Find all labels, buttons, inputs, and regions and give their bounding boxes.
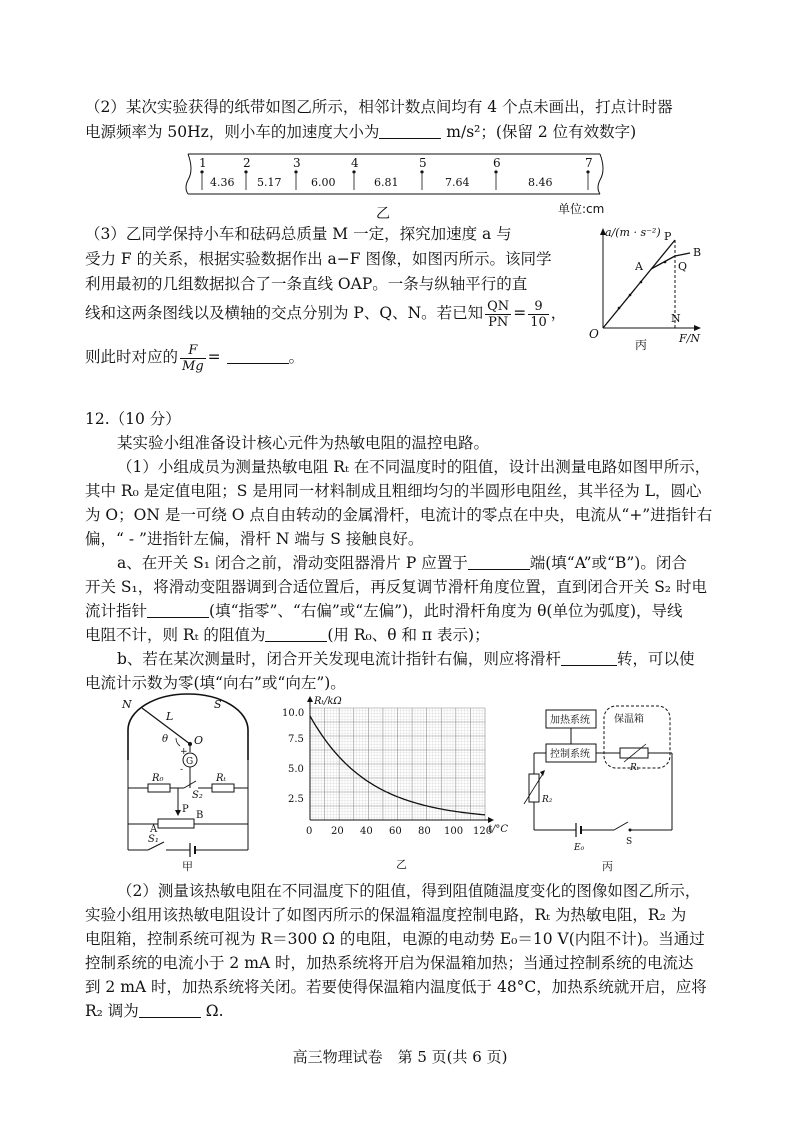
yi-xtick: 40 [360, 826, 373, 837]
rt-label: Rₜ [630, 763, 639, 773]
label-b: B [693, 246, 702, 259]
tape-caption: 乙 [376, 206, 390, 222]
label-a: A [635, 260, 643, 273]
ratio-value-num: 9 [528, 299, 549, 315]
q11-p3-line5-text: 则此时对应的 [85, 348, 179, 366]
semicircle-resistor-s [128, 694, 248, 760]
data-point [640, 281, 643, 284]
caption-jia: 甲 [182, 860, 193, 873]
q12-a-blank-2[interactable] [147, 602, 209, 618]
q11-p3-line4-text: 线和这两条图线以及横轴的交点分别为 P、Q、N。若已知 [85, 304, 484, 322]
q11-p2-text-a: 电源频率为 50Hz，则小车的加速度大小为 [85, 123, 380, 141]
label-s2: S₂ [192, 790, 203, 801]
q12-a-blank-1[interactable] [468, 554, 530, 570]
label-q: Q [678, 260, 688, 273]
q12-b-1-end: 转，可以使 [616, 650, 695, 668]
r2-label: R₂ [542, 795, 553, 805]
tape-dot [244, 170, 247, 173]
label-plus: + [180, 747, 188, 757]
q11-p3-eq: = [207, 348, 221, 366]
tape-point-label: 7 [585, 156, 593, 170]
q12-p2-5: 到 2 mA 时，加热系统将关闭。若要使得保温箱内温度低于 48°C，加热系统就开启，应将 [85, 978, 707, 996]
label-p: P [182, 804, 189, 815]
q12-a-4-text: 电阻不计，则 Rₜ 的阻值为 [85, 626, 266, 644]
switch-s [614, 822, 628, 830]
q12-p1-3: 为 O；ON 是一可绕 O 点自由转动的金属滑杆，电流计的零点在中央，电流从“+”进指针右 [85, 506, 713, 524]
af-xlabel: F/N [679, 332, 700, 345]
incubator-label: 保温箱 [614, 714, 644, 725]
q11-p3-line2: 受力 F 的关系，根据实验数据作出 a−F 图像，如图丙所示。该同学 [85, 250, 552, 268]
label-n: N [122, 698, 132, 711]
q11-p2-line1: （2）某次实验获得的纸带如图乙所示，相邻计数点间均有 4 个点未画出，打点计时器 [85, 98, 673, 116]
tape-point-label: 4 [351, 156, 359, 170]
label-l: L [166, 710, 174, 723]
q12-title: 12.（10 分） [85, 410, 181, 428]
q12-b-1 [117, 648, 757, 670]
tape-left-tear [186, 154, 191, 194]
tape-point-label: 6 [493, 156, 501, 170]
q12-b-2: 电流计示数为零(填“向右”或“向左”)。 [85, 674, 346, 692]
circuit-jia [118, 692, 258, 872]
ratio-den: PN [488, 314, 509, 330]
q12-a-blank-3[interactable] [265, 626, 327, 642]
q12-p2-3: 电阻箱，控制系统可视为 R＝300 Ω 的电阻，电源的电动势 E₀＝10 V(内阻不计)。当通过 [85, 930, 705, 948]
label-p: P [664, 230, 672, 243]
af-ylabel: a/(m · s⁻²) [605, 226, 661, 239]
yi-xtick: 120 [473, 826, 493, 837]
data-point [629, 294, 632, 297]
q12-p2-4: 控制系统的电流小于 2 mA 时，加热系统将开启为保温箱加热；当通过控制系统的电流达 [85, 954, 694, 972]
q12-p1-1: （1）小组成员为测量热敏电阻 Rₜ 在不同温度时的阻值，设计出测量电路如图甲所示， [117, 458, 711, 476]
control-circuit-bing [522, 700, 682, 874]
tape-segment-value: 6.81 [374, 176, 399, 189]
tape-segment-value: 8.46 [528, 176, 553, 189]
q12-p2-1: （2）测量该热敏电阻在不同温度下的阻值，得到阻值随温度变化的图像如图乙所示， [117, 882, 701, 900]
q12-p2-answer-blank[interactable] [139, 1002, 201, 1018]
tape-point-label: 1 [199, 156, 207, 170]
q11-p3-line1: （3）乙同学保持小车和砝码总质量 M 一定，探究加速度 a 与 [85, 225, 512, 243]
tape-point-label: 2 [243, 156, 251, 170]
q12-p2-6 [85, 1000, 725, 1022]
yi-ytick: 2.5 [288, 794, 304, 805]
q11-p3-period: 。 [288, 348, 305, 366]
tape-dot [586, 170, 589, 173]
label-r0: R₀ [152, 773, 164, 784]
q12-a-4-end: (用 R₀、θ 和 π 表示)； [327, 626, 490, 644]
resistor-rt [212, 784, 234, 792]
angle-arc [176, 738, 180, 746]
tape-right-tear [598, 154, 603, 194]
yi-ytick: 7.5 [288, 734, 304, 745]
thermistor-rt [620, 748, 648, 758]
af-caption: 丙 [635, 338, 648, 352]
q12-p2-6-end: Ω. [200, 1002, 224, 1020]
tape-dot [352, 170, 355, 173]
yi-ylabel: Rₜ/kΩ [314, 696, 342, 707]
f-num: F [180, 343, 206, 359]
yi-xtick: 0 [306, 826, 313, 837]
ratio-num: QN [487, 298, 510, 314]
tape-dot [200, 170, 203, 173]
q11-p2-answer-blank[interactable] [379, 123, 441, 139]
label-minus: - [180, 765, 184, 775]
q12-a-3-end: (填“指零”、“右偏”或“左偏”)，此时滑杆角度为 θ(单位为弧度)，导线 [209, 602, 683, 620]
q12-b-1-text: b、若在某次测量时，闭合开关发现电流计指针右偏，则应将滑杆 [117, 650, 561, 668]
q12-p1-4: 偏，“ - ”进指针左偏，滑杆 N 端与 S 接触良好。 [85, 530, 424, 548]
line-ab [651, 256, 675, 269]
tape-segment-value: 4.36 [210, 176, 235, 189]
tape-segment-value: 7.64 [445, 176, 470, 189]
yi-y-arrow [307, 696, 313, 702]
q12-a-1-end: 端(填“A”或“B”)。闭合 [529, 554, 687, 572]
control-system-label: 控制系统 [550, 749, 590, 760]
yi-xlabel: t/°C [488, 824, 509, 835]
label-o: O [194, 734, 204, 747]
q12-a-3 [85, 600, 725, 622]
q12-a-4 [85, 624, 725, 646]
q12-p2-2: 实验小组用该热敏电阻设计了如图丙所示的保温箱温度控制电路，Rₜ 为热敏电阻，R₂ 为 [85, 906, 687, 924]
yi-ytick: 10.0 [282, 708, 305, 719]
ratio-fraction [485, 299, 511, 330]
line-b [675, 253, 690, 256]
ratio-value [528, 299, 549, 330]
rt-temperature-graph [280, 692, 509, 874]
caption-yi: 乙 [396, 858, 407, 871]
af-x-arrow [694, 325, 701, 331]
paper-tape-figure [182, 150, 612, 222]
heating-system-label: 加热系统 [550, 715, 590, 726]
page-footer: 高三物理试卷 第 5 页(共 6 页) [292, 1048, 508, 1066]
label-rt: Rₜ [216, 773, 226, 784]
a-f-graph [575, 222, 725, 352]
q12-a-2: 开关 S₁，将滑动变阻器调到合适位置后，再反复调节滑杆角度位置，直到闭合开关 S₂ 时电 [85, 578, 707, 596]
tape-segment-value: 5.17 [257, 176, 282, 189]
label-theta: θ [162, 734, 169, 745]
yi-xtick: 20 [331, 826, 344, 837]
caption-bing: 丙 [602, 860, 613, 873]
label-n: N [671, 312, 681, 325]
af-origin: O [589, 327, 599, 341]
label-s1: S₁ [148, 834, 159, 845]
q11-p3-answer-blank[interactable] [227, 348, 289, 364]
slider-p-head [175, 810, 181, 816]
tape-point-label: 3 [293, 156, 301, 170]
tape-dot [420, 170, 423, 173]
yi-xtick: 100 [444, 826, 464, 837]
yi-ytick: 5.0 [288, 764, 304, 775]
q12-a-1-text: a、在开关 S₁ 闭合之前，滑动变阻器滑片 P 应置于 [117, 554, 468, 572]
line-oap [603, 240, 675, 328]
data-point [664, 261, 667, 264]
tape-unit: 单位:cm [558, 202, 605, 216]
yi-xtick: 60 [389, 826, 402, 837]
s-label: S [626, 837, 633, 847]
label-a: A [150, 824, 158, 835]
e0-label: E₀ [574, 843, 585, 853]
q11-p3-line4-end: ， [550, 304, 567, 322]
yi-xtick: 80 [418, 826, 431, 837]
rheostat [158, 819, 194, 828]
ratio-eq: = [513, 304, 527, 322]
label-g: G [186, 757, 194, 767]
data-point [618, 307, 621, 310]
tape-point-label: 5 [419, 156, 427, 170]
q11-p2-line2 [85, 121, 725, 143]
q12-p2-6-text: R₂ 调为 [85, 1002, 139, 1020]
q12-intro: 某实验小组准备设计核心元件为热敏电阻的温控电路。 [117, 434, 490, 452]
q12-a-3-text: 流计指针 [85, 602, 148, 620]
label-s: S [214, 698, 222, 711]
q12-a-1 [117, 552, 757, 574]
tape-segment-value: 6.00 [311, 176, 336, 189]
q12-b-blank[interactable] [561, 650, 617, 666]
f-over-mg [180, 343, 206, 374]
yi-x-arrow [488, 817, 494, 823]
r2-arrow-head [540, 770, 545, 776]
q11-p2-text-b: m/s²；(保留 2 位有效数字) [441, 123, 637, 141]
resistor-r0 [148, 784, 170, 792]
label-b: B [196, 810, 204, 821]
ratio-value-den: 10 [530, 314, 547, 330]
tape-dot [494, 170, 497, 173]
q11-p3-line3: 利用最初的几组数据拟合了一条直线 OAP。一条与纵轴平行的直 [85, 275, 528, 293]
mg-den: Mg [182, 358, 204, 374]
q12-p1-2: 其中 R₀ 是定值电阻；S 是用同一材料制成且粗细均匀的半圆形电阻丝，其半径为 L，圆心 [85, 482, 702, 500]
tape-dot [294, 170, 297, 173]
